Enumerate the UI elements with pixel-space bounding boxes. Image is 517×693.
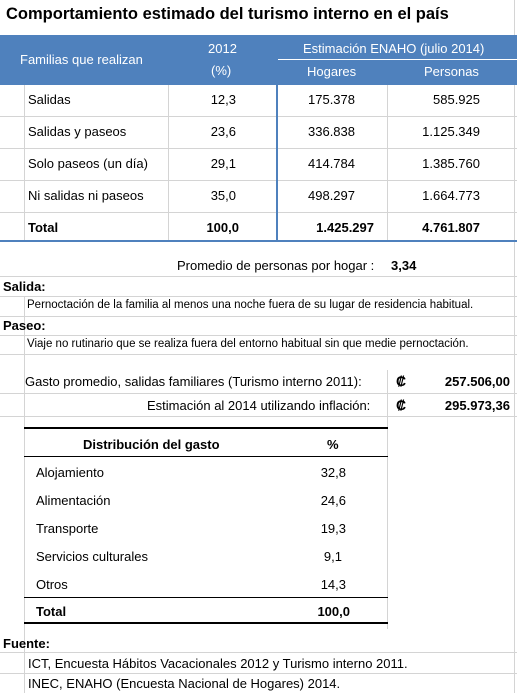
table-row-pct: 23,6 (210, 124, 236, 139)
table-row-pct: 29,1 (210, 156, 236, 171)
table-total-label: Total (28, 220, 59, 235)
header-divider (278, 59, 517, 60)
table-row-persons: 1.385.760 (422, 156, 480, 171)
est-spending-label: Estimación al 2014 utilizando inflación: (147, 398, 371, 413)
table-row-households: 175.378 (308, 92, 355, 107)
table-row-pct: 35,0 (210, 188, 236, 203)
distribution-row-pct: 9,1 (323, 549, 342, 564)
grid-line (0, 416, 517, 417)
grid-line (0, 393, 517, 394)
source-line: ICT, Encuesta Hábitos Vacacionales 2012 y Turismo interno 2011. (28, 656, 408, 671)
header-unit: (%) (211, 63, 232, 78)
distribution-top-border (24, 427, 388, 429)
grid-line (0, 652, 517, 653)
table-row-pct: 12,3 (210, 92, 236, 107)
grid-line (0, 116, 517, 117)
table-separator (276, 85, 278, 242)
grid-line (24, 85, 25, 241)
table-row-households: 336.838 (308, 124, 355, 139)
table-row-households: 414.784 (308, 156, 355, 171)
distribution-row-label: Alimentación (36, 493, 111, 508)
table-row-label: Salidas y paseos (28, 124, 127, 139)
distribution-total-pct: 100,0 (317, 604, 350, 619)
header-estimation: Estimación ENAHO (julio 2014) (303, 41, 485, 56)
distribution-bottom-border (24, 622, 388, 624)
avg-persons-value: 3,34 (391, 258, 417, 273)
table-row-persons: 585.925 (433, 92, 480, 107)
table-total-persons: 4.761.807 (422, 220, 480, 235)
grid-line (387, 85, 388, 241)
table-total-households: 1.425.297 (316, 220, 374, 235)
salida-heading: Salida: (3, 279, 46, 294)
grid-line (0, 212, 517, 213)
table-total-pct: 100,0 (206, 220, 239, 235)
grid-line (514, 0, 515, 693)
table-row-persons: 1.664.773 (422, 188, 480, 203)
distribution-header-pct: % (327, 437, 339, 452)
table-row-label: Salidas (28, 92, 71, 107)
distribution-total-border (24, 597, 388, 598)
table-row-label: Ni salidas ni paseos (28, 188, 144, 203)
avg-spending-value: 257.506,00 (444, 374, 510, 389)
grid-line (0, 180, 517, 181)
distribution-row-label: Servicios culturales (36, 549, 148, 564)
grid-line (0, 148, 517, 149)
distribution-row-pct: 24,6 (320, 493, 346, 508)
grid-line (0, 296, 517, 297)
header-persons: Personas (424, 64, 479, 79)
table-header (0, 35, 517, 85)
est-spending-value: 295.973,36 (444, 398, 510, 413)
grid-line (0, 276, 517, 277)
source-line: INEC, ENAHO (Encuesta Nacional de Hogares) 2014. (28, 676, 341, 691)
table-row-label: Solo paseos (un día) (28, 156, 148, 171)
distribution-row-pct: 32,8 (320, 465, 346, 480)
header-year: 2012 (208, 41, 237, 56)
header-households: Hogares (307, 64, 357, 79)
grid-line (0, 335, 517, 336)
source-heading: Fuente: (3, 636, 50, 651)
grid-line (168, 85, 169, 241)
table-row-households: 498.297 (308, 188, 355, 203)
grid-line (0, 316, 517, 317)
grid-line (0, 673, 517, 674)
table-row-persons: 1.125.349 (422, 124, 480, 139)
table-bottom-border (0, 240, 517, 242)
avg-spending-label: Gasto promedio, salidas familiares (Turismo interno 2011): (25, 374, 362, 389)
grid-line (0, 354, 517, 355)
distribution-header-label: Distribución del gasto (83, 437, 220, 452)
distribution-header-border (24, 456, 388, 457)
avg-persons-label: Promedio de personas por hogar : (177, 258, 375, 273)
colon-currency-icon: ₡ (396, 373, 407, 389)
grid-line (24, 296, 25, 693)
distribution-row-pct: 19,3 (320, 521, 346, 536)
paseo-heading: Paseo: (3, 318, 46, 333)
header-families: Familias que realizan (20, 52, 143, 67)
distribution-total-label: Total (36, 604, 67, 619)
salida-definition: Pernoctación de la familia al menos una noche fuera de su lugar de residencia habitual. (27, 299, 474, 311)
paseo-definition: Viaje no rutinario que se realiza fuera del entorno habitual sin que medie pernoctación. (27, 338, 469, 350)
distribution-row-label: Alojamiento (36, 465, 104, 480)
page-title: Comportamiento estimado del turismo interno en el país (6, 5, 449, 23)
grid-line (387, 370, 388, 629)
distribution-row-label: Otros (36, 577, 68, 592)
distribution-row-pct: 14,3 (320, 577, 346, 592)
colon-currency-icon: ₡ (396, 397, 407, 413)
distribution-row-label: Transporte (36, 521, 99, 536)
